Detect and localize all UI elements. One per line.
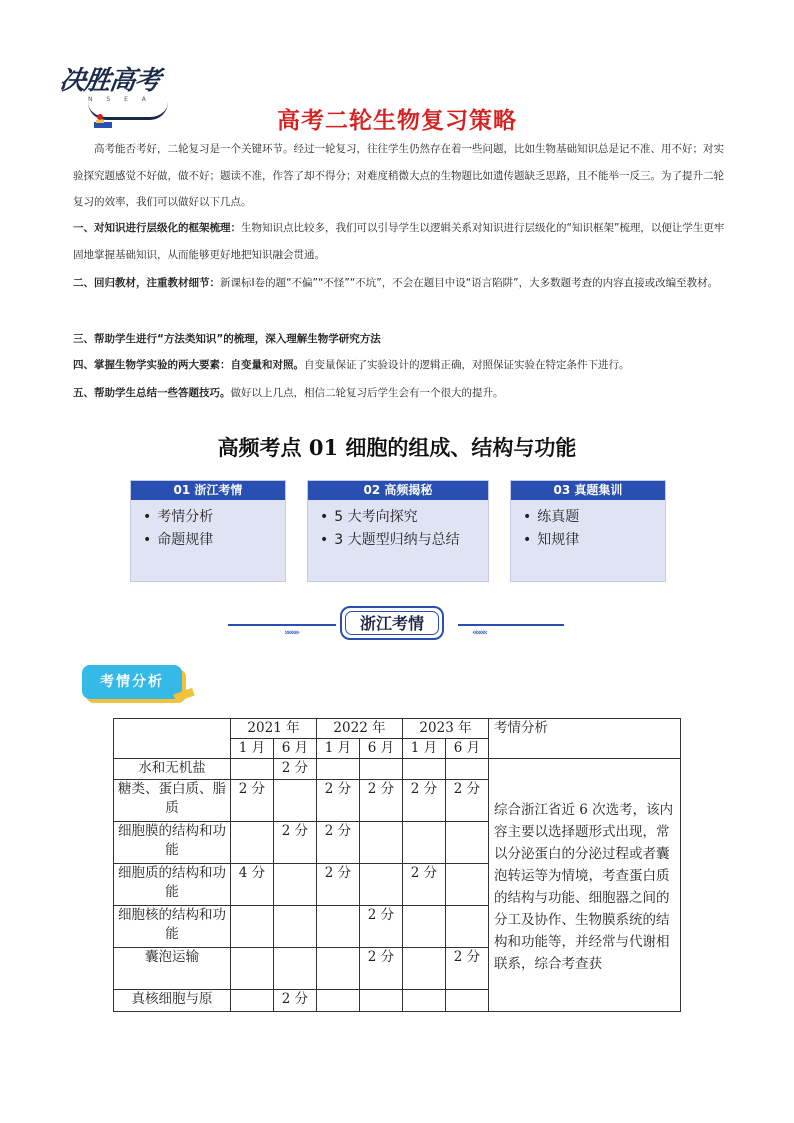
- row-value: [231, 906, 274, 948]
- row-value: 2 分: [274, 759, 317, 780]
- row-value: 2 分: [446, 780, 489, 822]
- row-value: [360, 864, 403, 906]
- row-value: [446, 906, 489, 948]
- row-value: [360, 822, 403, 864]
- row-value: [403, 759, 446, 780]
- table-corner-cell: [114, 719, 231, 759]
- row-value: 2 分: [360, 780, 403, 822]
- row-value: [274, 906, 317, 948]
- card-high-frequency[interactable]: [307, 480, 489, 582]
- row-value: [317, 990, 360, 1012]
- card-header: 02 高频揭秘: [308, 481, 488, 500]
- chevron-right-icon: »»»»: [284, 628, 299, 638]
- row-value: 2 分: [317, 822, 360, 864]
- card-header: 01 浙江考情: [131, 481, 285, 500]
- row-topic: 糖类、蛋白质、脂质: [114, 780, 231, 822]
- row-value: [403, 990, 446, 1012]
- card-item: • 考情分析: [143, 506, 285, 529]
- row-value: [403, 948, 446, 990]
- card-item: • 5 大考向探究: [320, 506, 488, 529]
- analysis-header: 考情分析: [489, 719, 681, 759]
- row-value: [317, 906, 360, 948]
- point-1: [73, 215, 731, 268]
- analysis-tag: [82, 665, 192, 707]
- intro-paragraph: 高考能否考好，二轮复习是一个关键环节。经过一轮复习，往往学生仍然存在着一些问题，比如生物基础知识总是记不准、用不好；对实验探究题感觉不好做，做不好；题读不准，作答了却不得分；对难度稍微大点的生物题比如遗传题缺乏思路，且不能举一反三。为了提升二轮复习的效率，我们可以做好以下几点。: [73, 143, 724, 208]
- card-item: • 命题规律: [143, 529, 285, 552]
- point-1-lead: 一、对知识进行层级化的框架梳理：: [73, 222, 241, 234]
- row-value: [446, 864, 489, 906]
- page-title: 高考二轮生物复习策略: [277, 108, 517, 134]
- row-value: 4 分: [231, 864, 274, 906]
- month-header: 6 月: [446, 739, 489, 759]
- table-row: [114, 759, 681, 780]
- point-5: [73, 380, 731, 407]
- point-3-lead: 三、帮助学生进行“方法类知识”的梳理，深入理解生物学研究方法: [73, 333, 381, 345]
- row-value: [317, 759, 360, 780]
- row-value: [274, 780, 317, 822]
- point-3: [73, 326, 731, 353]
- banner-box: [340, 606, 444, 640]
- row-value: [231, 759, 274, 780]
- row-value: [446, 759, 489, 780]
- row-value: [274, 864, 317, 906]
- row-value: 2 分: [360, 906, 403, 948]
- row-value: [231, 948, 274, 990]
- logo-text: 决胜高考: [57, 66, 162, 96]
- point-4-text: 自变量保证了实验设计的逻辑正确，对照保证实验在特定条件下进行。: [304, 359, 630, 371]
- row-value: [231, 822, 274, 864]
- card-header: 03 真题集训: [511, 481, 665, 500]
- banner-line-left: [228, 624, 336, 626]
- row-value: 2 分: [317, 780, 360, 822]
- point-5-lead: 五、帮助学生总结一些答题技巧。: [73, 387, 231, 399]
- point-4-lead: 四、掌握生物学实验的两大要素：自变量和对照。: [73, 359, 304, 371]
- month-header: 6 月: [274, 739, 317, 759]
- row-topic: 细胞质的结构和功能: [114, 864, 231, 906]
- row-topic: 囊泡运输: [114, 948, 231, 990]
- month-header: 1 月: [403, 739, 446, 759]
- point-4: [73, 352, 731, 379]
- row-value: 2 分: [317, 864, 360, 906]
- row-value: [317, 948, 360, 990]
- row-value: 2 分: [360, 948, 403, 990]
- row-value: 2 分: [274, 990, 317, 1012]
- row-topic: 细胞膜的结构和功能: [114, 822, 231, 864]
- point-5-text: 做好以上几点，相信二轮复习后学生会有一个很大的提升。: [230, 387, 504, 399]
- tag-label: 考情分析: [82, 665, 182, 699]
- month-header: 1 月: [231, 739, 274, 759]
- year-header: 2023 年: [403, 719, 489, 739]
- month-header: 1 月: [317, 739, 360, 759]
- point-1-text: 生物知识点比较多，我们可以引导学生以逻辑关系对知识进行层级化的“知识框架”梳理，以便让学生更牢固地掌握基础知识，从而能够更好地把知识融会贯通。: [73, 222, 725, 261]
- row-topic: 真核细胞与原: [114, 990, 231, 1012]
- row-topic: 水和无机盐: [114, 759, 231, 780]
- card-item: • 知规律: [523, 529, 665, 552]
- chevron-left-icon: ««««: [472, 628, 487, 638]
- exam-analysis-table: [113, 718, 681, 1012]
- year-header: 2021 年: [231, 719, 317, 739]
- row-value: [446, 990, 489, 1012]
- analysis-text: 综合浙江省近 6 次选考，该内容主要以选择题形式出现，常以分泌蛋白的分泌过程或者囊泡转运等为情境，考查蛋白质的结构与功能、细胞器之间的分工及协作、生物膜系统的结构和功能等，并经常与代谢相联系，综合考查获: [489, 759, 681, 1012]
- row-value: [403, 822, 446, 864]
- row-value: [446, 822, 489, 864]
- row-value: 2 分: [446, 948, 489, 990]
- row-value: [403, 906, 446, 948]
- row-value: [360, 759, 403, 780]
- point-2-text: 新课标Ⅰ卷的题“不偏”“不怪”“不坑”，不会在题目中设“语言陷阱”，大多数题考查的内容直接或改编至教材。: [220, 277, 719, 289]
- row-value: 2 分: [403, 864, 446, 906]
- row-topic: 细胞核的结构和功能: [114, 906, 231, 948]
- month-header: 6 月: [360, 739, 403, 759]
- point-2: [73, 270, 731, 297]
- card-item: • 3 大题型归纳与总结: [320, 529, 488, 552]
- card-real-exam[interactable]: [510, 480, 666, 582]
- year-header: 2022 年: [317, 719, 403, 739]
- banner-label: 浙江考情: [345, 611, 439, 635]
- section-banner: [0, 606, 794, 640]
- row-value: 2 分: [403, 780, 446, 822]
- card-item: • 练真题: [523, 506, 665, 529]
- row-value: [360, 990, 403, 1012]
- banner-line-right: [458, 624, 564, 626]
- row-value: [274, 948, 317, 990]
- row-value: 2 分: [231, 780, 274, 822]
- card-zhejiang-situation[interactable]: [130, 480, 286, 582]
- section-title: 高频考点 01 细胞的组成、结构与功能: [217, 435, 577, 460]
- logo-subtext: N S E A: [88, 96, 152, 103]
- row-value: [231, 990, 274, 1012]
- point-2-lead: 二、回归教材，注重教材细节：: [73, 277, 220, 289]
- row-value: 2 分: [274, 822, 317, 864]
